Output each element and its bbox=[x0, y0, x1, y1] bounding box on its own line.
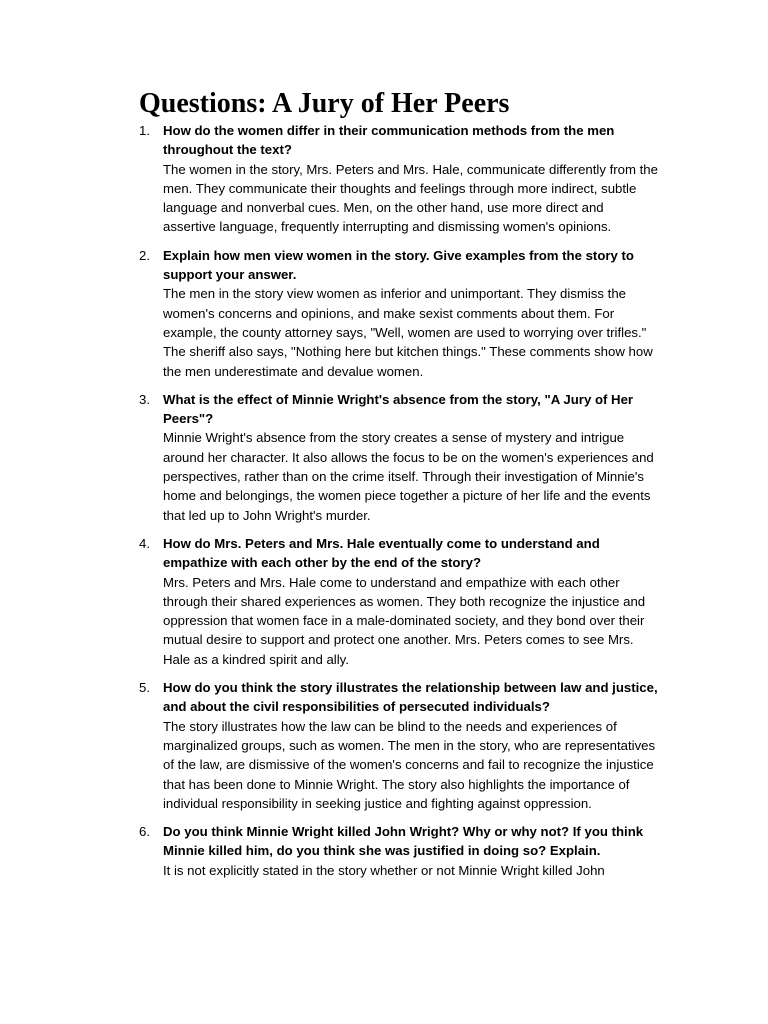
answer-text: Minnie Wright's absence from the story creates a sense of mystery and intrigue around her character. It also allows the focus to be on the women's experiences and perspectives, rather than on the crime itself. Through their investigation of Minnie's home and belongings, the women piece together a picture of her life and the events that led up to John Wright's murder. bbox=[163, 430, 654, 523]
question-list bbox=[139, 121, 659, 889]
answer-text: It is not explicitly stated in the story whether or not Minnie Wright killed John bbox=[163, 862, 605, 878]
question-number: 1. bbox=[139, 123, 150, 138]
question-number: 4. bbox=[139, 535, 150, 551]
question-item-5 bbox=[139, 678, 659, 813]
page-title: Questions: A Jury of Her Peers bbox=[139, 88, 510, 119]
question-text: How do Mrs. Peters and Mrs. Hale eventually come to understand and empathize with each other by the end of the story? bbox=[163, 535, 600, 571]
question-item-4 bbox=[139, 534, 659, 669]
question-text: How do the women differ in their communication methods from the men throughout the text? bbox=[163, 123, 615, 158]
answer-text: Mrs. Peters and Mrs. Hale come to understand and empathize with each other through their shared experiences as women. They both recognize the injustice and oppression that women face in a male-dominated society, and they bond over their mutual desire to support and protect one another. Mrs. Peters comes to see Mrs. Hale as a kindred spirit and ally. bbox=[163, 574, 646, 667]
question-text: What is the effect of Minnie Wright's absence from the story, "A Jury of Her Peers"? bbox=[163, 391, 634, 427]
answer-text: The story illustrates how the law can be blind to the needs and experiences of marginalized groups, such as women. The men in the story, who are representatives of the law, are dismissive of the women's concerns and fail to recognize the injustice that has been done to Minnie Wright. The story also highlights the importance of individual responsibility in seeking justice and fighting against oppression. bbox=[163, 718, 656, 811]
question-item-1 bbox=[139, 121, 659, 237]
answer-text: The men in the story view women as inferior and unimportant. They dismiss the women's concerns and opinions, and make sexist comments about them. For example, the county attorney says, "Well, women are used to worrying over trifles." The sheriff also says, "Nothing here but kitchen things." These comments show how the men underestimate and devalue women. bbox=[163, 286, 653, 379]
question-number: 3. bbox=[139, 391, 150, 407]
question-text: Do you think Minnie Wright killed John Wright? Why or why not? If you think Minnie killed him, do you think she was justified in doing so? Explain. bbox=[163, 824, 644, 859]
question-item-3 bbox=[139, 390, 659, 525]
question-text: Explain how men view women in the story. Give examples from the story to support your answer. bbox=[163, 247, 634, 283]
question-number: 2. bbox=[139, 247, 150, 263]
question-item-6 bbox=[139, 822, 659, 880]
answer-text: The women in the story, Mrs. Peters and Mrs. Hale, communicate differently from the men. They communicate their thoughts and feelings through more indirect, subtle language and nonverbal cues. Men, on the other hand, use more direct and assertive language, frequently interrupting and dismissing women's opinions. bbox=[163, 161, 658, 235]
question-number: 5. bbox=[139, 680, 150, 696]
question-number: 6. bbox=[139, 824, 150, 840]
question-text: How do you think the story illustrates the relationship between law and justice, and about the civil responsibilities of persecuted individuals? bbox=[163, 680, 658, 715]
question-item-2 bbox=[139, 246, 659, 381]
